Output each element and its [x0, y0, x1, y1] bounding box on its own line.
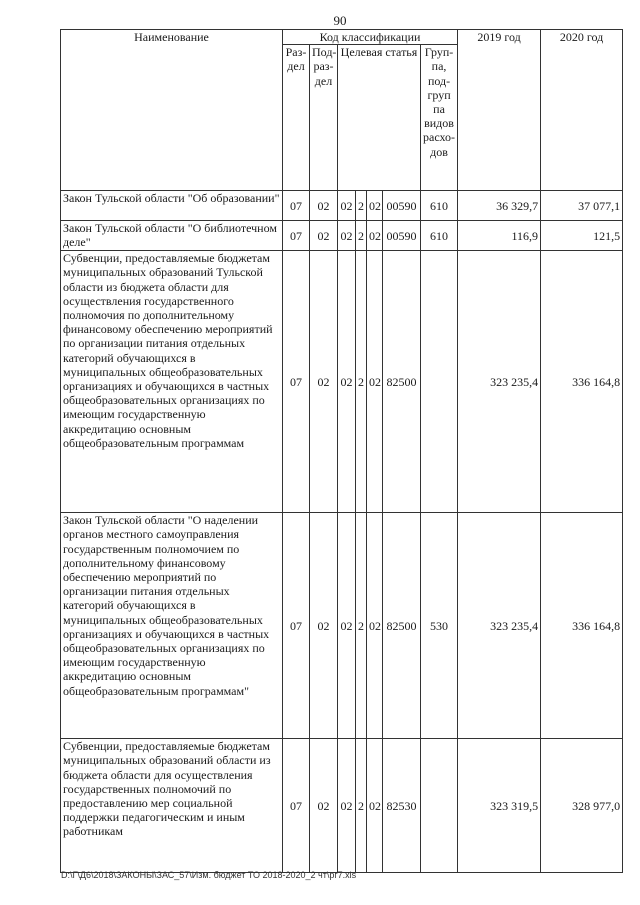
row-section: 07 — [283, 513, 310, 739]
row-name: Закон Тульской области "Об образовании" — [61, 191, 283, 221]
table-row — [61, 221, 623, 251]
table-row — [61, 191, 623, 221]
row-section: 07 — [283, 739, 310, 873]
row-name: Закон Тульской области "О наделении органов местного самоуправления государственным полномочием по дополнительному финансовому обеспечению мероприятий по организации питания отдельных категорий обучающихся в муниципальных общеобразовательных организациях и обучающихся в частных общеобразовательных организациях по имеющим государственную аккредитацию основным общеобразовательным программам" — [61, 513, 283, 739]
row-subsection: 02 — [310, 513, 338, 739]
row-target-event: 02 — [367, 221, 383, 251]
row-value-2020: 336 164,8 — [541, 251, 623, 513]
row-target-subprogram: 2 — [356, 739, 367, 873]
row-target-program: 02 — [338, 221, 356, 251]
row-expense-group: 610 — [421, 221, 458, 251]
page-number: 90 — [333, 13, 347, 28]
row-value-2020: 336 164,8 — [541, 513, 623, 739]
row-target-event: 02 — [367, 191, 383, 221]
header-subsection: Под- раз- дел — [310, 45, 338, 191]
row-value-2020: 37 077,1 — [541, 191, 623, 221]
row-target-direction: 82530 — [383, 739, 421, 873]
row-subsection: 02 — [310, 221, 338, 251]
row-target-subprogram: 2 — [356, 221, 367, 251]
row-target-program: 02 — [338, 513, 356, 739]
table-row — [61, 739, 623, 873]
row-expense-group: 610 — [421, 191, 458, 221]
row-section: 07 — [283, 191, 310, 221]
header-year-2019: 2019 год — [458, 30, 541, 191]
header-year-2020: 2020 год — [541, 30, 623, 191]
row-target-direction: 00590 — [383, 221, 421, 251]
row-target-direction: 82500 — [383, 251, 421, 513]
row-target-program: 02 — [338, 739, 356, 873]
header-expense-group: Груп- па, под- груп па видов расхо- дов — [421, 45, 458, 191]
row-value-2019: 323 235,4 — [458, 513, 541, 739]
header-name: Наименование — [61, 30, 283, 191]
row-subsection: 02 — [310, 191, 338, 221]
header-classification: Код классификации — [283, 30, 458, 45]
budget-table — [60, 29, 623, 873]
row-expense-group: 530 — [421, 513, 458, 739]
row-name: Субвенции, предоставляемые бюджетам муниципальных образований области из бюджета области для осуществления государственных полномочий по предоставлению мер социальной поддержки педагогическим и иным работникам — [61, 739, 283, 873]
row-expense-group — [421, 251, 458, 513]
row-section: 07 — [283, 221, 310, 251]
row-target-event: 02 — [367, 251, 383, 513]
row-target-program: 02 — [338, 191, 356, 221]
row-value-2019: 323 235,4 — [458, 251, 541, 513]
row-value-2019: 36 329,7 — [458, 191, 541, 221]
row-subsection: 02 — [310, 251, 338, 513]
row-expense-group — [421, 739, 458, 873]
row-target-event: 02 — [367, 739, 383, 873]
header-target-item: Целевая статья — [338, 45, 421, 191]
row-name: Субвенции, предоставляемые бюджетам муниципальных образований Тульской области из бюджета области для осуществления государственного полномочия по дополнительному финансовому обеспечению мероприятий по организации питания отдельных категорий обучающихся в муниципальных общеобразовательных организациях и обучающихся в частных общеобразовательных организациях по имеющим государственную аккредитацию основным общеобразовательным программам — [61, 251, 283, 513]
row-section: 07 — [283, 251, 310, 513]
row-target-subprogram: 2 — [356, 251, 367, 513]
row-target-direction: 00590 — [383, 191, 421, 221]
row-value-2020: 121,5 — [541, 221, 623, 251]
row-target-program: 02 — [338, 251, 356, 513]
table-row — [61, 513, 623, 739]
header-row-1 — [61, 30, 623, 45]
row-target-subprogram: 2 — [356, 191, 367, 221]
row-name: Закон Тульской области "О библиотечном деле" — [61, 221, 283, 251]
row-target-direction: 82500 — [383, 513, 421, 739]
row-value-2020: 328 977,0 — [541, 739, 623, 873]
header-section: Раз- дел — [283, 45, 310, 191]
table-row — [61, 251, 623, 513]
row-value-2019: 323 319,5 — [458, 739, 541, 873]
row-subsection: 02 — [310, 739, 338, 873]
row-value-2019: 116,9 — [458, 221, 541, 251]
row-target-event: 02 — [367, 513, 383, 739]
file-path-footer: D:\Г\Д6\2018\ЗАКОНЫ\ЗАС_57\Изм. бюджет ТО 2018-2020_2 чт\рг7.xls — [61, 870, 357, 880]
row-target-subprogram: 2 — [356, 513, 367, 739]
